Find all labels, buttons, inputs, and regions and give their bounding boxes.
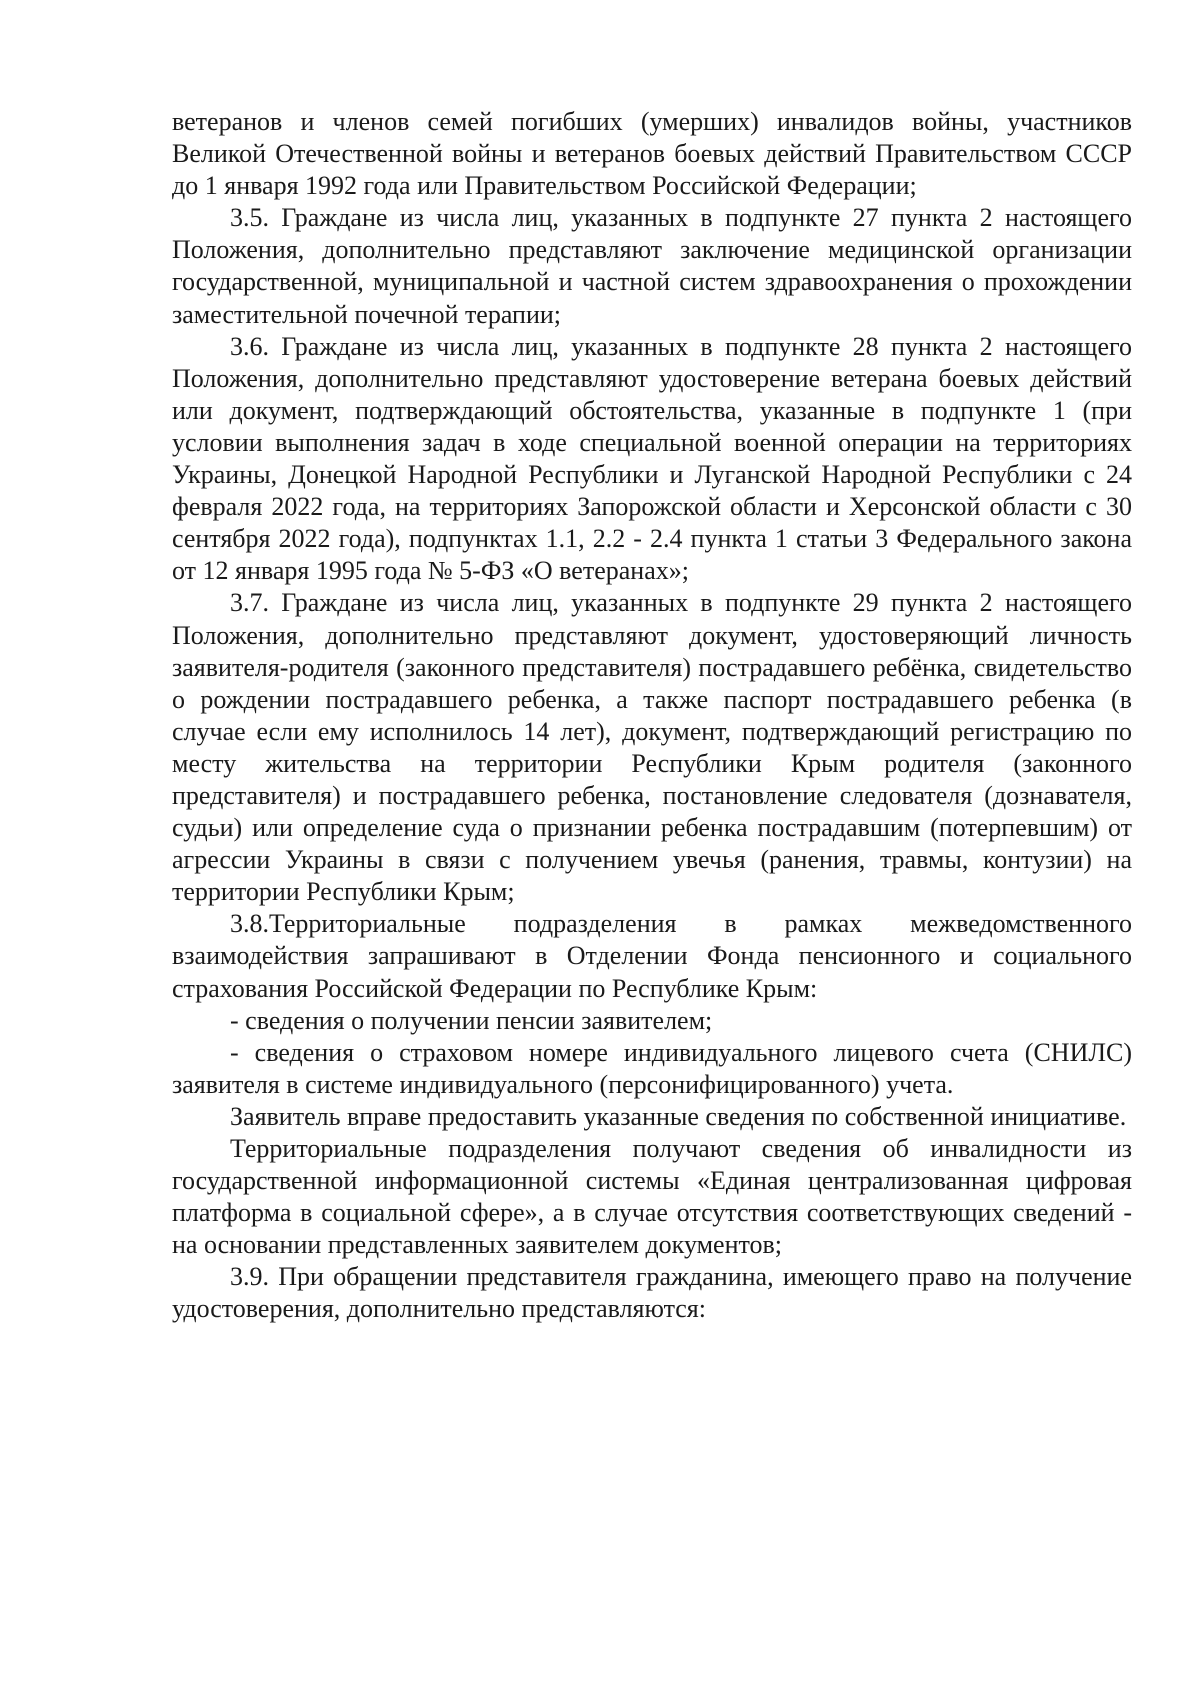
paragraph-3-9: 3.9. При обращении представителя гражданина, имеющего право на получение удостоверения, дополнительно представляются: [172, 1262, 1132, 1324]
paragraph-applicant-initiative: Заявитель вправе предоставить указанные сведения по собственной инициативе. [230, 1101, 1127, 1131]
list-item-snils-info: - сведения о страховом номере индивидуального лицевого счета (СНИЛС) заявителя в системе индивидуального (персонифицированного) учета. [172, 1037, 1132, 1099]
paragraph-3-8: 3.8.Территориальные подразделения в рамках межведомственного взаимодействия запрашивают в Отделении Фонда пенсионного и социального страхования Российской Федерации по Республике Крым: [172, 909, 1132, 1003]
paragraph-3-6: 3.6. Граждане из числа лиц, указанных в подпункте 28 пункта 2 настоящего Положения, дополнительно представляют удостоверение ветерана боевых действий или документ, подтверждающий обстоятельства, указанные в подпункте 1 (при условии выполнения задач в ходе специальной военной операции на территориях Украины, Донецкой Народной Республики и Луганской Народной Республики с 24 февраля 2022 года, на территориях Запорожской области и Херсонской области с 30 сентября 2022 года), подпунктах 1.1, 2.2 - 2.4 пункта 1 статьи 3 Федерального закона от 12 января 1995 года № 5-ФЗ «О ветеранах»; [172, 331, 1132, 586]
paragraph-3-5: 3.5. Граждане из числа лиц, указанных в подпункте 27 пункта 2 настоящего Положения, дополнительно представляют заключение медицинской организации государственной, муниципальной и частной систем здравоохранения о прохождении заместительной почечной терапии; [172, 203, 1132, 329]
paragraph-disability-info: Территориальные подразделения получают сведения об инвалидности из государственной информационной системы «Единая централизованная цифровая платформа в социальной сфере», а в случае отсутствия соответствующих сведений - на основании представленных заявителем документов; [172, 1134, 1132, 1260]
paragraph-continuation: ветеранов и членов семей погибших (умерших) инвалидов войны, участников Великой Отечественной войны и ветеранов боевых действий Правительством СССР до 1 января 1992 года или Правительством Российской Федерации; [172, 107, 1132, 201]
document-body [172, 106, 1132, 1326]
list-item-pension-info: - сведения о получении пенсии заявителем; [230, 1005, 713, 1035]
paragraph-3-7: 3.7. Граждане из числа лиц, указанных в подпункте 29 пункта 2 настоящего Положения, дополнительно представляют документ, удостоверяющий личность заявителя-родителя (законного представителя) пострадавшего ребёнка, свидетельство о рождении пострадавшего ребенка, а также паспорт пострадавшего ребенка (в случае если ему исполнилось 14 лет), документ, подтверждающий регистрацию по месту жительства на территории Республики Крым родителя (законного представителя) и пострадавшего ребенка, постановление следователя (дознавателя, судьи) или определение суда о признании ребенка пострадавшим (потерпевшим) от агрессии Украины в связи с получением увечья (ранения, травмы, контузии) на территории Республики Крым; [172, 588, 1132, 907]
